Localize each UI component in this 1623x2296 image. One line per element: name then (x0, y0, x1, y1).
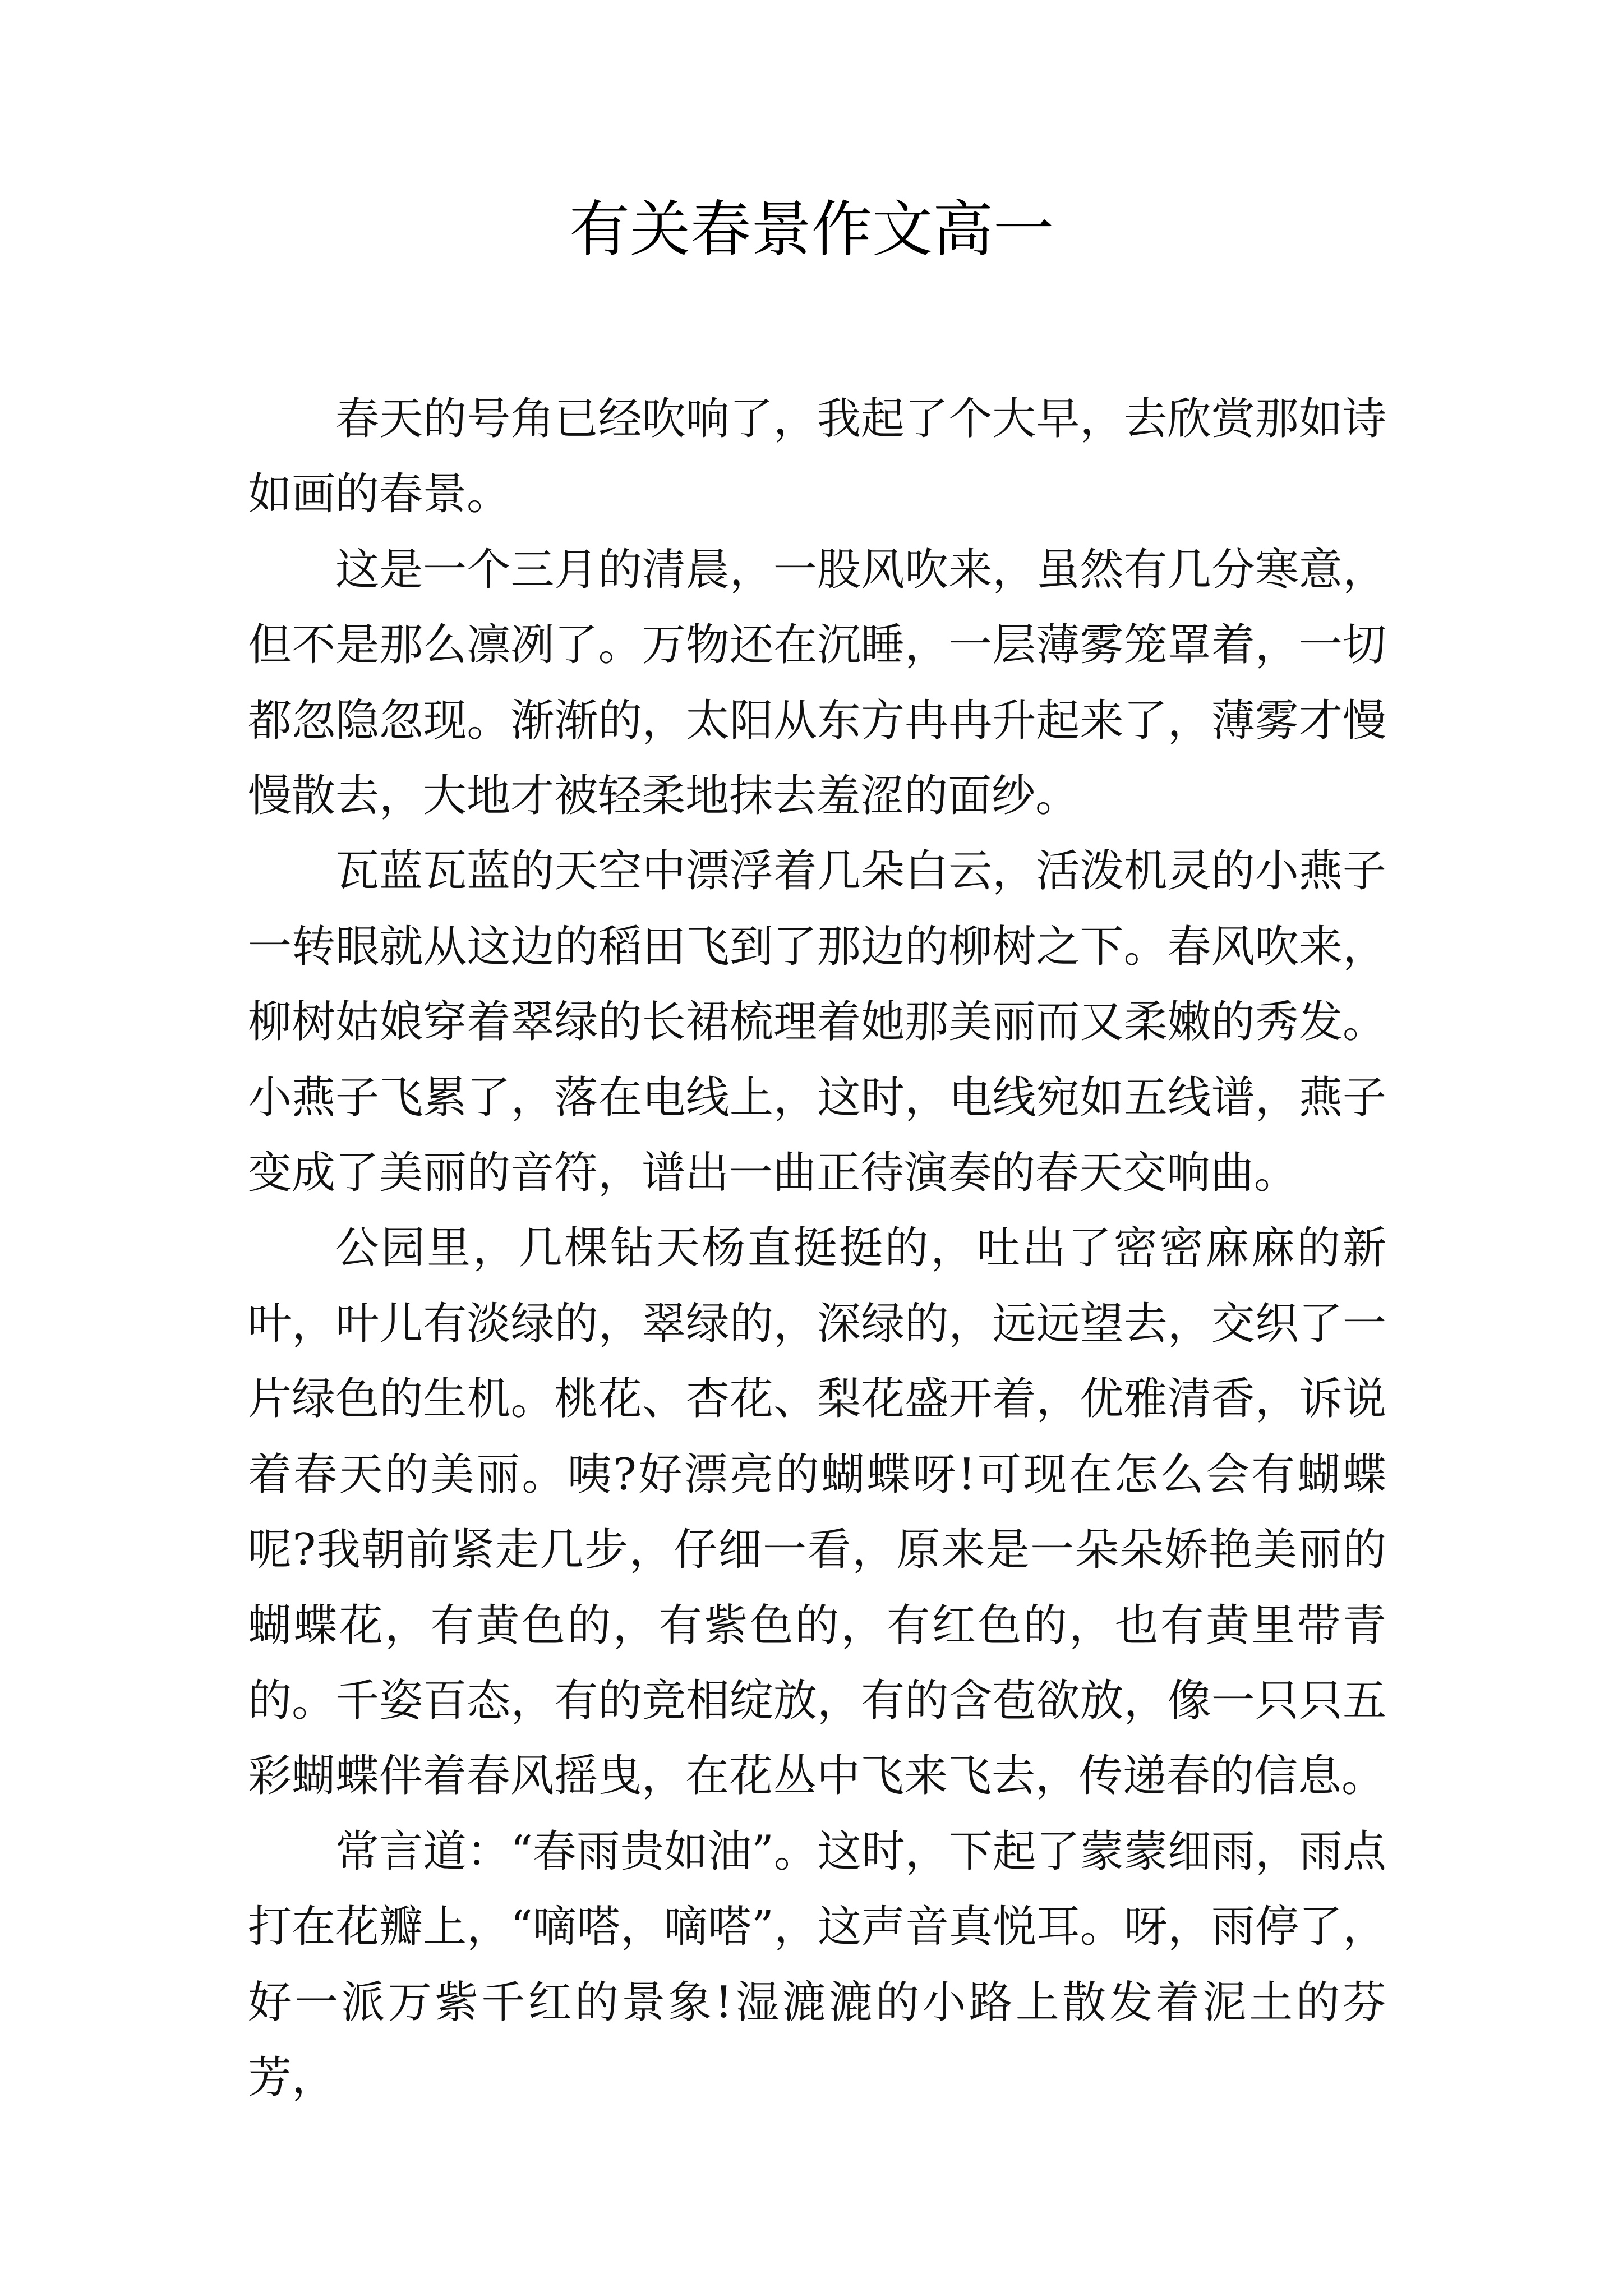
paragraph: 公园里，几棵钻天杨直挺挺的，吐出了密密麻麻的新叶，叶儿有淡绿的，翠绿的，深绿的，远远望去，交织了一片绿色的生机。桃花、杏花、梨花盛开着，优雅清香，诉说着春天的美丽。咦?好漂亮的蝴蝶呀!可现在怎么会有蝴蝶呢?我朝前紧走几步，仔细一看，原来是一朵朵娇艳美丽的蝴蝶花，有黄色的，有紫色的，有红色的，也有黄里带青的。千姿百态，有的竞相绽放，有的含苞欲放，像一只只五彩蝴蝶伴着春风摇曳，在花丛中飞来飞去，传递春的信息。 (248, 1223, 1386, 1802)
paragraph: 常言道：“春雨贵如油”。这时，下起了蒙蒙细雨，雨点打在花瓣上，“嘀嗒，嘀嗒”，这声音真悦耳。呀，雨停了，好一派万紫千红的景象!湿漉漉的小路上散发着泥土的芬芳， (248, 1826, 1386, 2103)
document-body (248, 381, 1386, 2115)
paragraph: 这是一个三月的清晨，一股风吹来，虽然有几分寒意，但不是那么凛冽了。万物还在沉睡，一层薄雾笼罩着，一切都忽隐忽现。渐渐的，太阳从东方冉冉升起来了，薄雾才慢慢散去，大地才被轻柔地抹去羞涩的面纱。 (248, 544, 1386, 822)
paragraph: 春天的号角已经吹响了，我起了个大早，去欣赏那如诗如画的春景。 (248, 394, 1386, 520)
paragraph: 瓦蓝瓦蓝的天空中漂浮着几朵白云，活泼机灵的小燕子一转眼就从这边的稻田飞到了那边的柳树之下。春风吹来，柳树姑娘穿着翠绿的长裙梳理着她那美丽而又柔嫩的秀发。小燕子飞累了，落在电线上，这时，电线宛如五线谱，燕子变成了美丽的音符，谱出一曲正待演奏的春天交响曲。 (248, 846, 1386, 1199)
document-title: 有关春景作文高一 (569, 195, 1054, 265)
